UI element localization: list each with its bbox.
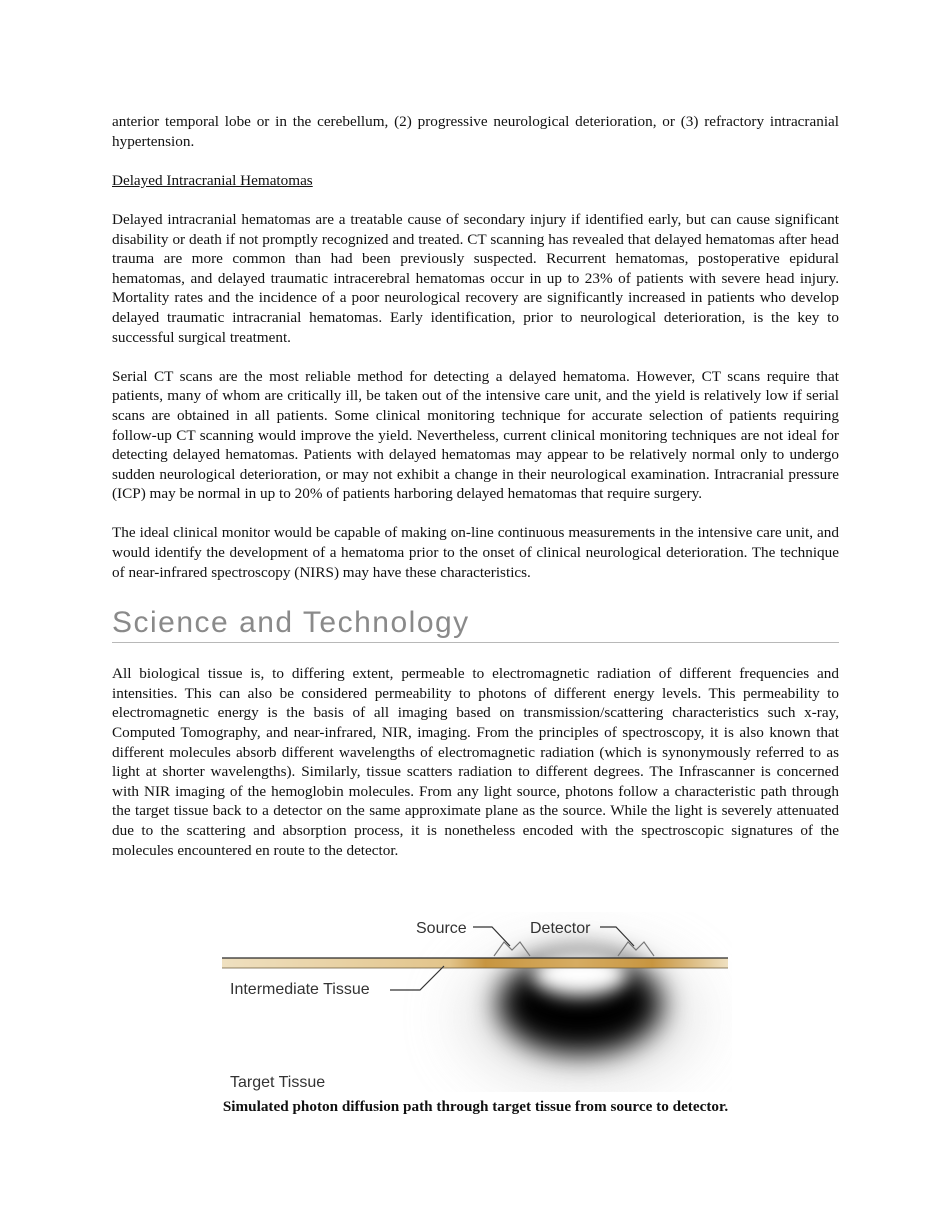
paragraph-delayed-hematomas: Delayed intracranial hematomas are a treatable cause of secondary injury if identified early, but can cause significant disability or death if not promptly recognized and treated. CT scanning has revealed that delayed hematomas after head trauma are more common than had been previously suspected. Recurrent hematomas, postoperative epidural hematomas, and delayed traumatic intracerebral hematomas occur in up to 23% of patients with severe head injury. Mortality rates and the incidence of a poor neurological recovery are significantly increased in patients who develop delayed traumatic intracranial hematomas. Early identification, prior to neurological deterioration, is the key to successful surgical treatment. xyxy=(112,210,839,346)
label-source: Source xyxy=(416,920,467,937)
section-title: Science and Technology xyxy=(112,606,839,643)
intermediate-tissue-band xyxy=(222,958,728,968)
paragraph-serial-ct: Serial CT scans are the most reliable method for detecting a delayed hematoma. However, CT scans require that patients, many of whom are critically ill, be taken out of the intensive care unit, and the yield is relatively low if serial scans are obtained in all patients. Some clinical monitoring technique for accurate selection of patients requiring follow-up CT scanning would improve the yield. Nevertheless, current clinical monitoring techniques are not ideal for detecting delayed hematomas. Patients with delayed hematomas may appear to be relatively normal only to undergo sudden neurological deterioration, or may not exhibit a change in their neurological examination. Intracranial pressure (ICP) may be normal in up to 20% of patients harboring delayed hematomas that require surgery. xyxy=(112,367,839,503)
diffusion-diagram xyxy=(220,912,732,1092)
photon-diffusion-figure xyxy=(220,912,732,1092)
source-marker-icon xyxy=(494,942,530,956)
figure-caption: Simulated photon diffusion path through target tissue from source to detector. xyxy=(222,1098,729,1115)
label-target-tissue: Target Tissue xyxy=(230,1074,326,1091)
paragraph-ideal-monitor: The ideal clinical monitor would be capable of making on-line continuous measurements in the intensive care unit, and would identify the development of a hematoma prior to the onset of clinical neurological deterioration. The technique of near-infrared spectroscopy (NIRS) may have these characteristics. xyxy=(112,524,839,581)
document-body xyxy=(112,112,839,860)
paragraph-continuation: anterior temporal lobe or in the cerebellum, (2) progressive neurological deterioration, or (3) refractory intracranial hypertension. xyxy=(112,113,839,150)
paragraph-science: All biological tissue is, to differing extent, permeable to electromagnetic radiation of different frequencies and intensities. This can also be considered permeability to photons of different energy levels. This permeability to electromagnetic energy is the basis of all imaging based on transmission/scattering characteristics such x-ray, Computed Tomography, and near-infrared, NIR, imaging. From the principles of spectroscopy, it is also known that different molecules absorb different wavelengths of electromagnetic radiation (which is synonymously referred to as light at shorter wavelengths). Similarly, tissue scatters radiation to different degrees. The Infrascanner is concerned with NIR imaging of the hemoglobin molecules. From any light source, photons follow a characteristic path through the target tissue back to a detector on the same approximate plane as the source. While the light is severely attenuated due to the scattering and absorption process, it is nonetheless encoded with the spectroscopic signatures of the molecules encountered en route to the detector. xyxy=(112,665,839,859)
label-detector: Detector xyxy=(530,920,591,937)
intermediate-leader-line xyxy=(390,966,444,990)
subheading-delayed-hematomas: Delayed Intracranial Hematomas xyxy=(112,171,313,189)
label-intermediate-tissue: Intermediate Tissue xyxy=(230,981,370,998)
